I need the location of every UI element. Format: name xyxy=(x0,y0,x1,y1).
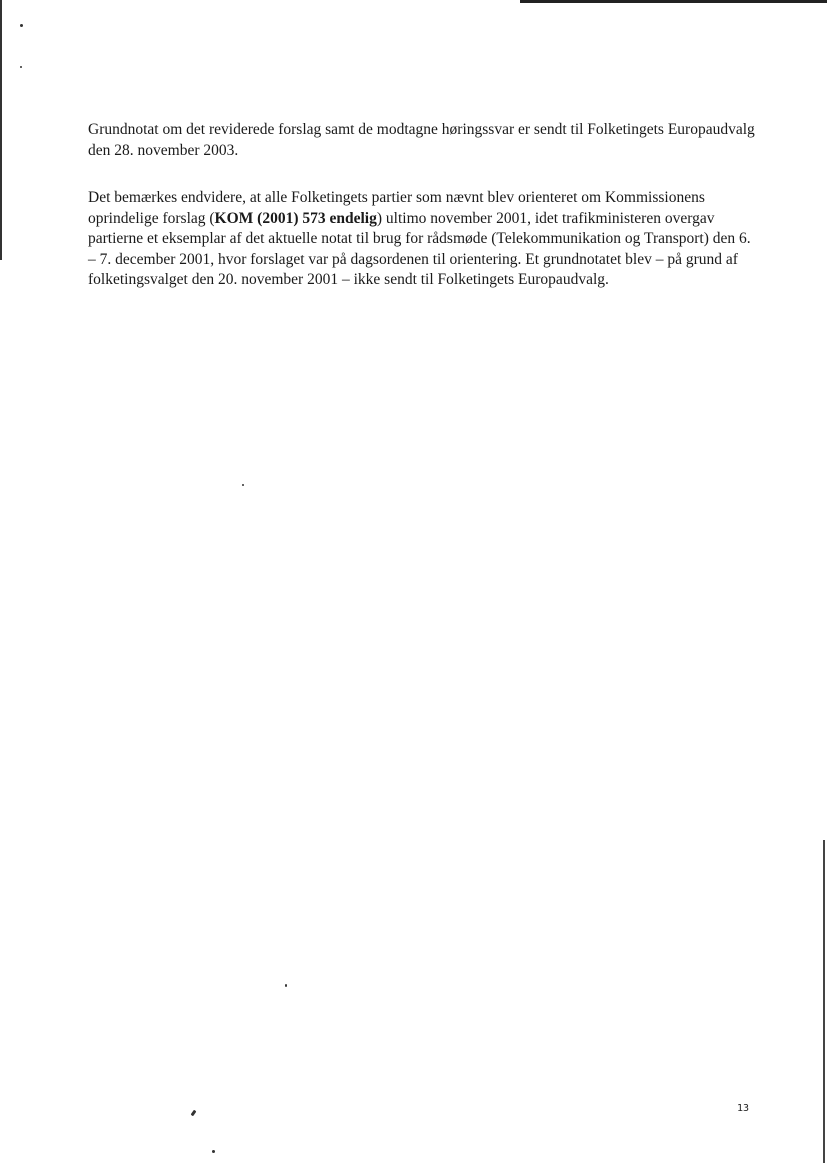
scan-edge-top xyxy=(520,0,827,3)
scan-speck xyxy=(242,484,244,486)
scan-speck xyxy=(285,984,287,987)
page-number: 13 xyxy=(737,1103,750,1114)
paragraph-text: ) ultimo november 2001, idet trafikministeren overgav partierne et eksemplar af det aktuelle notat til brug for rådsmøde (Telekommunikation og Transport) den 6. – 7. december 2001, hvor forslaget var på dagsordenen til orientering. Et grundnotatet blev – på grund af folketingsvalget den 20. november 2001 – ikke sendt til Folketingets Europaudvalg. xyxy=(88,209,751,288)
paragraph-bemaerkes xyxy=(88,188,760,291)
scan-speck xyxy=(20,24,23,27)
scan-speck xyxy=(20,66,22,68)
scan-edge-left xyxy=(0,0,2,260)
scan-edge-right xyxy=(823,840,825,1163)
scan-speck xyxy=(212,1150,215,1153)
scan-speck xyxy=(191,1110,197,1117)
paragraph-grundnotat: Grundnotat om det reviderede forslag samt de modtagne høringssvar er sendt til Folketingets Europaudvalg den 28. november 2003. xyxy=(88,121,755,159)
paragraph-text: Det bemærkes endvidere, at alle Folketingets partier som nævnt blev orienteret om Kommissionens oprindelige forslag ( xyxy=(88,189,705,227)
document-reference: KOM (2001) 573 endelig xyxy=(214,209,377,227)
